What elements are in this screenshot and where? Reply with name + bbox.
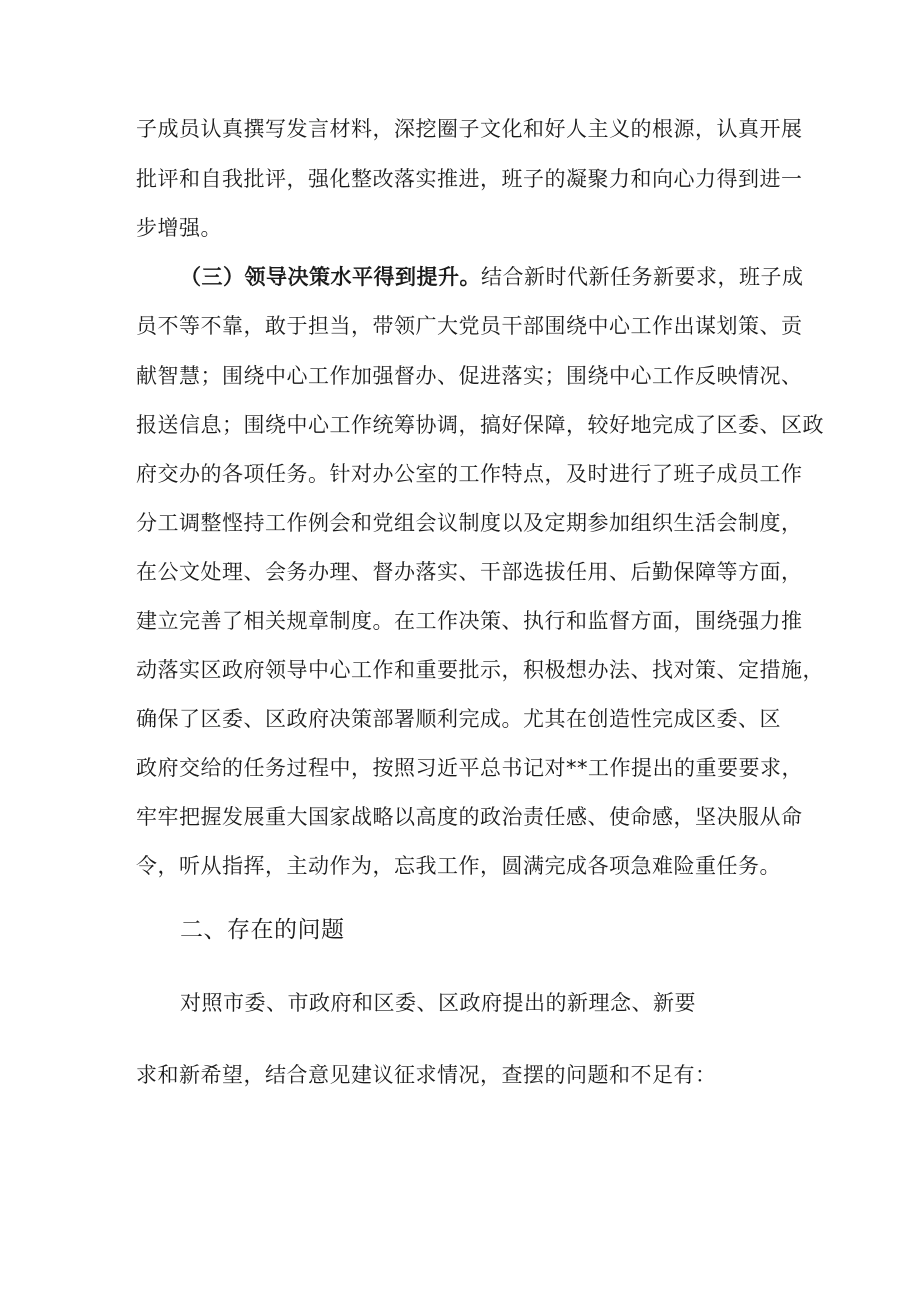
subsection-heading: （三）领导决策水平得到提升。 [180, 265, 481, 289]
body-text-line: 令，听从指挥，主动作为，忘我工作，圆满完成各项急难险重任务。 [136, 854, 781, 878]
body-text-line: 献智慧；围绕中心工作加强督办、促进落实；围绕中心工作反映情况、 [136, 364, 803, 388]
body-text-line: 对照市委、市政府和区委、区政府提出的新理念、新要 [180, 991, 696, 1015]
body-text-line: 政府交给的任务过程中，按照习近平总书记对**工作提出的重要要求， [136, 756, 803, 780]
body-text-line: 牢牢把握发展重大国家战略以高度的政治责任感、使命感，坚决服从命 [136, 805, 803, 829]
body-text-line: 在公文处理、会务办理、督办落实、干部选拔任用、后勤保障等方面， [136, 560, 803, 584]
section-heading: 二、存在的问题 [180, 917, 345, 943]
body-text-span: 结合新时代新任务新要求，班子成 [481, 265, 804, 289]
body-text-line: 报送信息；围绕中心工作统筹协调，搞好保障，较好地完成了区委、区政 [136, 413, 824, 437]
body-text-line: 步增强。 [136, 216, 222, 240]
body-text-line: 求和新希望，结合意见建议征求情况，查摆的问题和不足有： [136, 1063, 717, 1087]
body-text-line: 确保了区委、区政府决策部署顺利完成。尤其在创造性完成区委、区 [136, 707, 781, 731]
body-text-line: 动落实区政府领导中心工作和重要批示，积极想办法、找对策、定措施， [136, 658, 824, 682]
body-text-line: 府交办的各项任务。针对办公室的工作特点，及时进行了班子成员工作 [136, 462, 803, 486]
paragraph-first-line [180, 262, 804, 292]
body-text-line: 子成员认真撰写发言材料，深挖圈子文化和好人主义的根源，认真开展 [136, 117, 803, 141]
body-text-line: 建立完善了相关规章制度。在工作决策、执行和监督方面，围绕强力推 [136, 609, 803, 633]
body-text-line: 员不等不靠，敢于担当，带领广大党员干部围绕中心工作出谋划策、贡 [136, 314, 803, 338]
body-text-line: 分工调整悭持工作例会和党组会议制度以及定期参加组织生活会制度， [136, 511, 803, 535]
body-text-line: 批评和自我批评，强化整改落实推进，班子的凝聚力和向心力得到进一 [136, 167, 803, 191]
